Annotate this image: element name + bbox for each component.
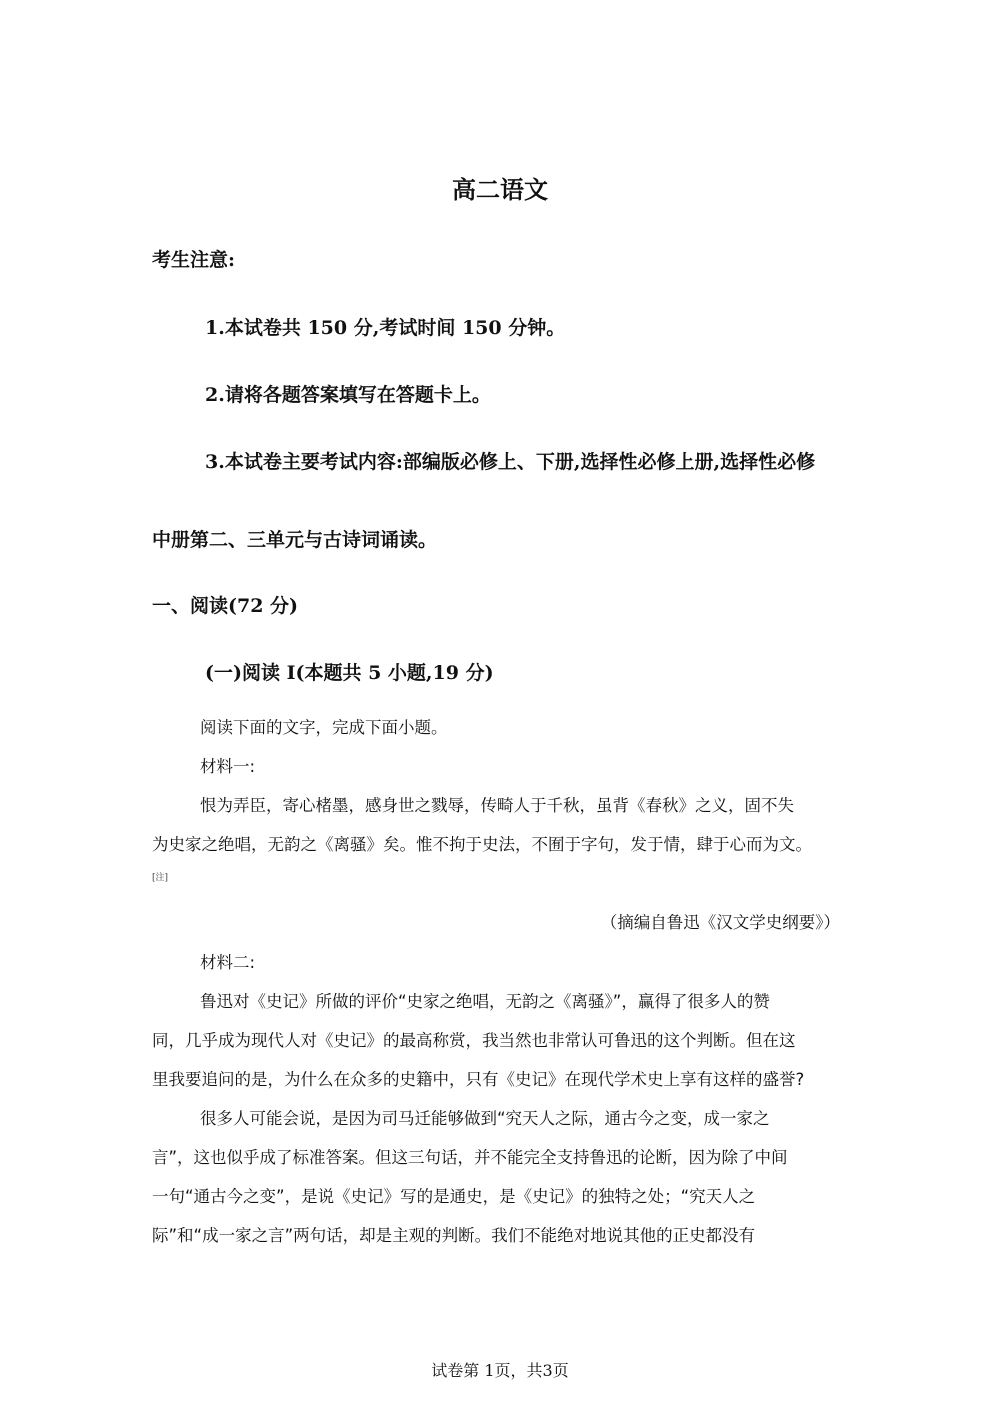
notice-item-3-continued: 中册第二、三单元与古诗词诵读。 (152, 529, 438, 551)
notice-item-3: 3.本试卷主要考试内容:部编版必修上、下册,选择性必修上册,选择性必修 (205, 451, 816, 473)
material-1-line: 为史家之绝唱，无韵之《离骚》矣。惟不拘于史法，不囿于字句，发于情，肆于心而为文。 (152, 835, 812, 854)
material-1-label: 材料一: (200, 757, 256, 776)
instruction-text: 阅读下面的文字，完成下面小题。 (200, 718, 448, 737)
material-2-line: 鲁迅对《史记》所做的评价“史家之绝唱，无韵之《离骚》”，赢得了很多人的赞 (200, 992, 770, 1011)
notice-item-1: 1.本试卷共 150 分,考试时间 150 分钟。 (205, 317, 566, 339)
notice-heading: 考生注意: (152, 249, 236, 271)
material-2-line: 同，几乎成为现代人对《史记》的最高称赏，我当然也非常认可鲁迅的这个判断。但在这 (152, 1031, 796, 1050)
material-2-line: 里我要追问的是，为什么在众多的史籍中，只有《史记》在现代学术史上享有这样的盛誉? (152, 1070, 805, 1089)
page-footer: 试卷第 1页，共3页 (431, 1361, 569, 1380)
subsection-heading: (一)阅读 I(本题共 5 小题,19 分) (205, 662, 494, 684)
section-heading: 一、阅读(72 分) (152, 595, 299, 617)
page-title: 高二语文 (452, 175, 548, 204)
footnote-marker: [注] (152, 873, 169, 883)
material-2-label: 材料二: (200, 953, 256, 972)
material-2-line: 言”，这也似乎成了标准答案。但这三句话，并不能完全支持鲁迅的论断，因为除了中间 (152, 1148, 788, 1167)
material-2-line: 很多人可能会说，是因为司马迁能够做到“究天人之际，通古今之变，成一家之 (200, 1109, 770, 1128)
notice-item-2: 2.请将各题答案填写在答题卡上。 (205, 384, 491, 406)
material-2-line: 一句“通古今之变”，是说《史记》写的是通史，是《史记》的独特之处；“究天人之 (152, 1187, 756, 1206)
material-1-source: （摘编自鲁迅《汉文学史纲要》） (600, 913, 840, 932)
material-2-line: 际”和“成一家之言”两句话，却是主观的判断。我们不能绝对地说其他的正史都没有 (152, 1226, 756, 1245)
material-1-line: 恨为弄臣，寄心楮墨，感身世之戮辱，传畸人于千秋，虽背《春秋》之义，固不失 (200, 796, 794, 815)
